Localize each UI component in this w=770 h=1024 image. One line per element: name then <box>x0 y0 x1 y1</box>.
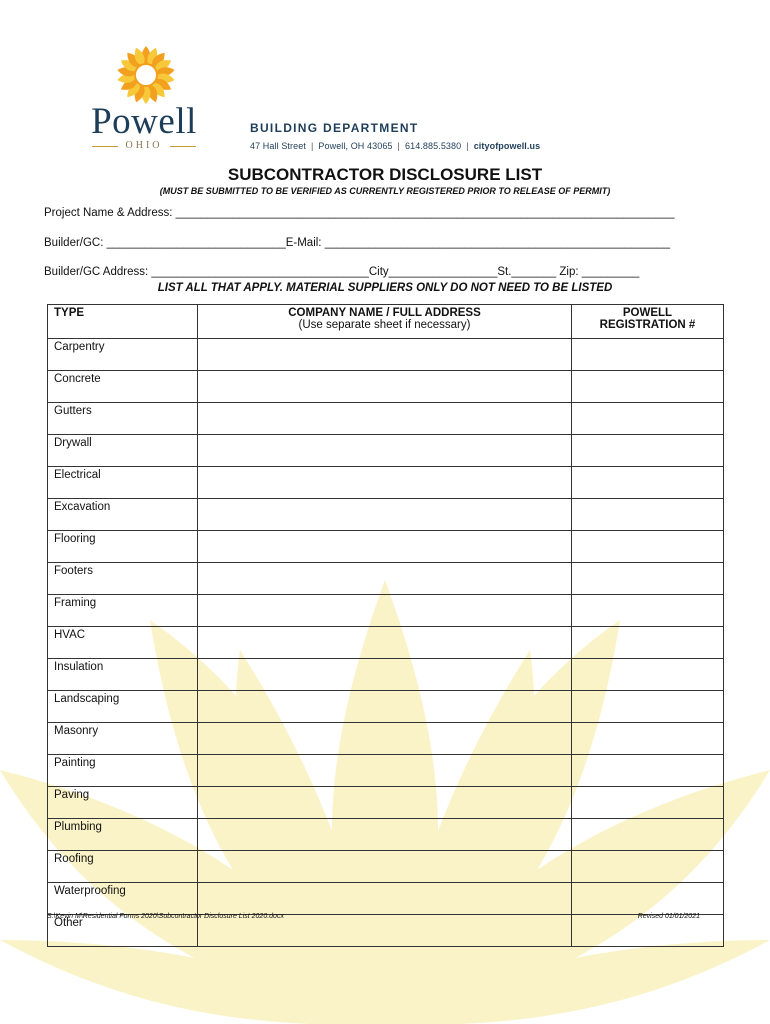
table-row <box>48 339 724 371</box>
powell-logo <box>60 44 230 156</box>
form-subtitle: (MUST BE SUBMITTED TO BE VERIFIED AS CURRENTLY REGISTERED PRIOR TO RELEASE OF PERMIT) <box>159 186 611 196</box>
contact-line <box>250 141 540 151</box>
company-name-cell[interactable] <box>198 371 572 403</box>
sunflower-icon <box>60 44 230 106</box>
company-name-cell[interactable] <box>198 691 572 723</box>
trade-type-cell: Paving <box>48 787 198 819</box>
trade-type-cell: Plumbing <box>48 819 198 851</box>
trade-type-cell: Insulation <box>48 659 198 691</box>
table-row <box>48 819 724 851</box>
city-state-zip: Powell, OH 43065 <box>318 141 393 151</box>
company-column-title: COMPANY NAME / FULL ADDRESS <box>288 307 481 319</box>
table-row <box>48 691 724 723</box>
listing-notice: LIST ALL THAT APPLY. MATERIAL SUPPLIERS ONLY DO NOT NEED TO BE LISTED <box>157 282 613 294</box>
table-row <box>48 627 724 659</box>
trade-type-cell: Drywall <box>48 435 198 467</box>
trade-type-cell: Other <box>48 915 198 947</box>
table-row <box>48 755 724 787</box>
separator: | <box>466 141 469 151</box>
table-row <box>48 787 724 819</box>
form-title: SUBCONTRACTOR DISCLOSURE LIST <box>227 165 543 184</box>
builder-email-field[interactable]: Builder/GC: ____________________________E-Mail: ______________________________________________________ <box>44 237 671 249</box>
registration-number-cell[interactable] <box>572 563 724 595</box>
registration-number-cell[interactable] <box>572 723 724 755</box>
registration-number-cell[interactable] <box>572 499 724 531</box>
table-row <box>48 883 724 915</box>
company-name-cell[interactable] <box>198 563 572 595</box>
registration-number-cell[interactable] <box>572 403 724 435</box>
file-path-footer: S:\Kevin M\Residential Forms 2020\Subcontractor Disclosure List 2020.docx <box>47 913 284 920</box>
registration-number-cell[interactable] <box>572 883 724 915</box>
trade-type-cell: Framing <box>48 595 198 627</box>
registration-column-title-2: REGISTRATION # <box>599 319 696 331</box>
trade-type-cell: Footers <box>48 563 198 595</box>
registration-number-cell[interactable] <box>572 851 724 883</box>
builder-address-field[interactable]: Builder/GC Address: __________________________________City_________________St._______ Zip: _________ <box>44 266 640 278</box>
trade-type-cell: Concrete <box>48 371 198 403</box>
registration-number-cell[interactable] <box>572 467 724 499</box>
company-name-cell[interactable] <box>198 531 572 563</box>
company-name-cell[interactable] <box>198 403 572 435</box>
type-column-header: TYPE <box>48 305 198 339</box>
company-name-cell[interactable] <box>198 659 572 691</box>
registration-number-cell[interactable] <box>572 595 724 627</box>
trade-type-cell: Gutters <box>48 403 198 435</box>
subcontractor-table <box>47 304 724 947</box>
department-name: BUILDING DEPARTMENT <box>250 121 419 135</box>
company-name-cell[interactable] <box>198 787 572 819</box>
trade-type-cell: HVAC <box>48 627 198 659</box>
logo-wordmark: Powell <box>91 101 197 142</box>
table-row <box>48 371 724 403</box>
trade-type-cell: Roofing <box>48 851 198 883</box>
registration-number-cell[interactable] <box>572 755 724 787</box>
sunflower-center <box>135 64 157 86</box>
table-row <box>48 659 724 691</box>
registration-number-cell[interactable] <box>572 531 724 563</box>
trade-type-cell: Carpentry <box>48 339 198 371</box>
trade-type-cell: Waterproofing <box>48 883 198 915</box>
company-name-cell[interactable] <box>198 723 572 755</box>
separator: | <box>310 141 314 151</box>
table-row <box>48 723 724 755</box>
registration-number-cell[interactable] <box>572 691 724 723</box>
trade-type-cell: Flooring <box>48 531 198 563</box>
company-name-cell[interactable] <box>198 467 572 499</box>
trade-type-cell: Excavation <box>48 499 198 531</box>
table-row <box>48 595 724 627</box>
table-row <box>48 531 724 563</box>
street-address: 47 Hall Street <box>250 141 306 151</box>
company-name-cell[interactable] <box>198 819 572 851</box>
phone-number: 614.885.5380 <box>404 141 462 151</box>
trade-type-cell: Landscaping <box>48 691 198 723</box>
company-name-cell[interactable] <box>198 627 572 659</box>
table-header-row <box>48 305 724 339</box>
table-row <box>48 499 724 531</box>
company-name-cell[interactable] <box>198 339 572 371</box>
registration-column-header <box>572 305 724 339</box>
registration-number-cell[interactable] <box>572 819 724 851</box>
registration-number-cell[interactable] <box>572 339 724 371</box>
project-name-address-field[interactable]: Project Name & Address: ______________________________________________________________________________ <box>44 207 675 219</box>
company-name-cell[interactable] <box>198 435 572 467</box>
trade-type-cell: Electrical <box>48 467 198 499</box>
table-row <box>48 403 724 435</box>
company-name-cell[interactable] <box>198 755 572 787</box>
registration-number-cell[interactable] <box>572 627 724 659</box>
trade-type-cell: Masonry <box>48 723 198 755</box>
company-name-cell[interactable] <box>198 851 572 883</box>
company-name-cell[interactable] <box>198 499 572 531</box>
company-column-note: (Use separate sheet if necessary) <box>298 319 471 331</box>
registration-number-cell[interactable] <box>572 371 724 403</box>
table-row <box>48 435 724 467</box>
registration-number-cell[interactable] <box>572 787 724 819</box>
company-name-cell[interactable] <box>198 595 572 627</box>
registration-number-cell[interactable] <box>572 659 724 691</box>
table-row <box>48 467 724 499</box>
logo-subtitle: OHIO <box>88 140 200 151</box>
website-link[interactable]: cityofpowell.us <box>473 141 541 151</box>
company-name-cell[interactable] <box>198 883 572 915</box>
revision-footer: Revised 01/01/2021 <box>637 913 700 920</box>
table-row <box>48 563 724 595</box>
registration-column-title-1: POWELL <box>622 307 673 319</box>
separator: | <box>397 141 400 151</box>
registration-number-cell[interactable] <box>572 435 724 467</box>
company-column-header <box>198 305 572 339</box>
trade-type-cell: Painting <box>48 755 198 787</box>
table-row <box>48 851 724 883</box>
